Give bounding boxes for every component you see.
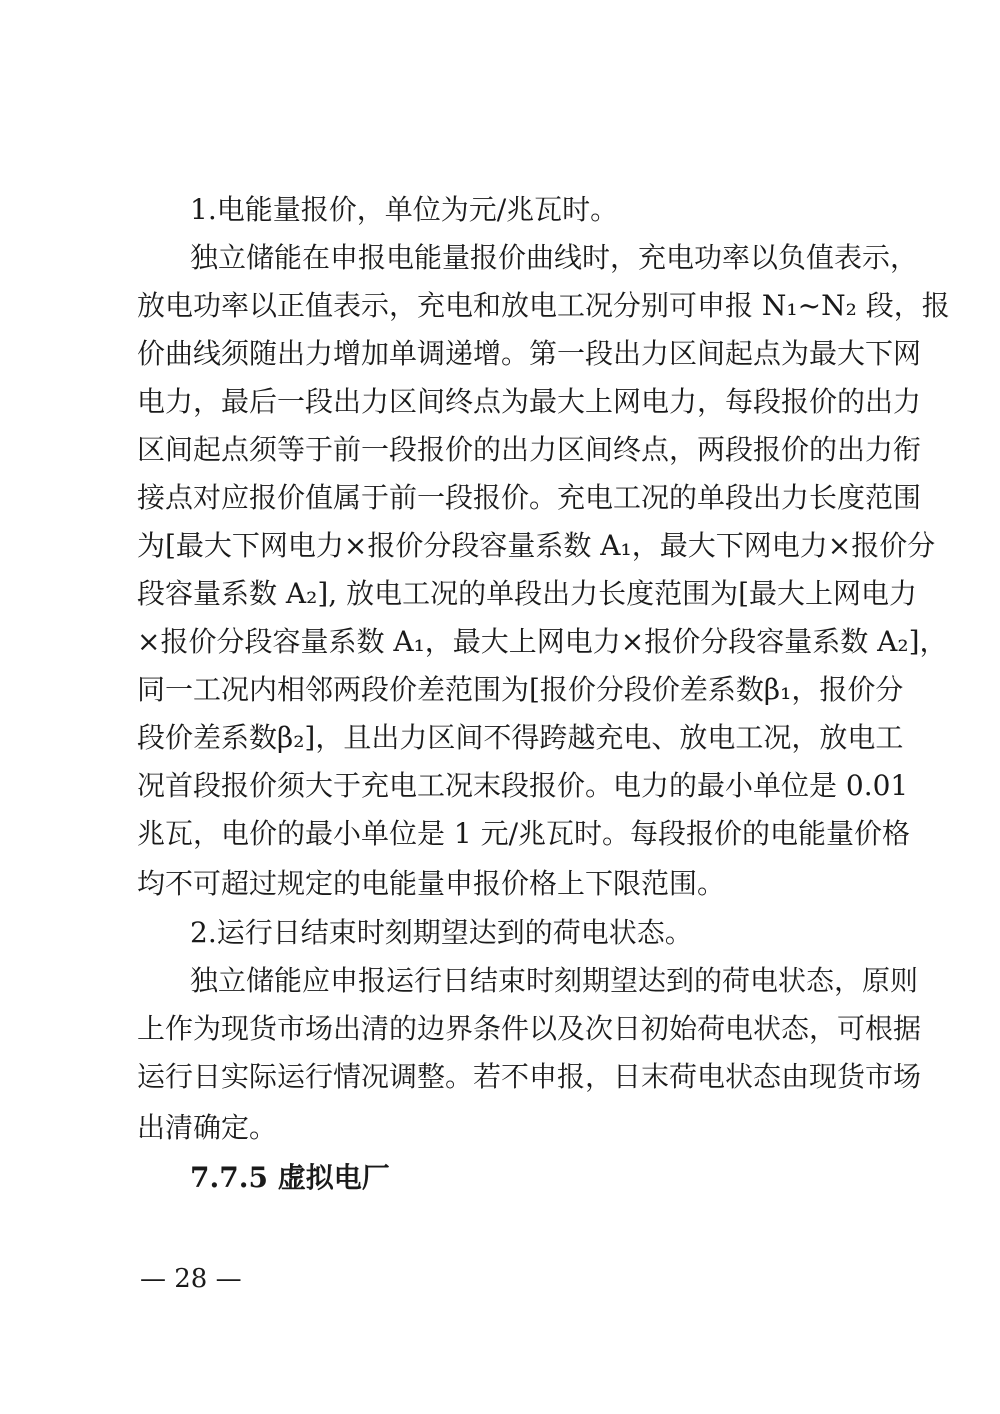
text-line: 况首段报价须大于充电工况末段报价。电力的最小单位是 0.01 xyxy=(137,769,909,802)
text-line: 价曲线须随出力增加单调递增。第一段出力区间起点为最大下网 xyxy=(137,337,922,370)
text-line: 为[最大下网电力×报价分段容量系数 A₁，最大下网电力×报价分 xyxy=(137,529,936,562)
text-line: ×报价分段容量系数 A₁，最大上网电力×报价分段容量系数 A₂]， xyxy=(137,625,948,658)
page-number: — 28 — xyxy=(140,1264,242,1294)
text-line: 独立储能应申报运行日结束时刻期望达到的荷电状态，原则 xyxy=(190,964,919,997)
text-line: 上作为现货市场出清的边界条件以及次日初始荷电状态，可根据 xyxy=(137,1012,922,1045)
section-heading: 7.7.5 虚拟电厂 xyxy=(190,1161,390,1194)
text-line: 均不可超过规定的电能量申报价格上下限范围。 xyxy=(137,867,726,900)
text-line: 段价差系数β₂]，且出力区间不得跨越充电、放电工况，放电工 xyxy=(137,721,904,754)
text-line: 段容量系数 A₂], 放电工况的单段出力长度范围为[最大上网电力 xyxy=(137,577,917,610)
text-line: 出清确定。 xyxy=(137,1111,278,1144)
text-line: 电力，最后一段出力区间终点为最大上网电力，每段报价的出力 xyxy=(137,385,922,418)
text-line: 兆瓦，电价的最小单位是 1 元/兆瓦时。每段报价的电能量价格 xyxy=(137,817,911,850)
text-line: 放电功率以正值表示，充电和放电工况分别可申报 N₁~N₂ 段，报 xyxy=(137,289,950,322)
text-line: 2.运行日结束时刻期望达到的荷电状态。 xyxy=(190,916,693,949)
text-line: 运行日实际运行情况调整。若不申报，日末荷电状态由现货市场 xyxy=(137,1060,922,1093)
text-line: 同一工况内相邻两段价差范围为[报价分段价差系数β₁，报价分 xyxy=(137,673,904,706)
text-line: 1.电能量报价，单位为元/兆瓦时。 xyxy=(190,193,619,226)
text-line: 独立储能在申报电能量报价曲线时，充电功率以负值表示， xyxy=(190,241,919,274)
text-line: 区间起点须等于前一段报价的出力区间终点，两段报价的出力衔 xyxy=(137,433,922,466)
text-line: 接点对应报价值属于前一段报价。充电工况的单段出力长度范围 xyxy=(137,481,922,514)
